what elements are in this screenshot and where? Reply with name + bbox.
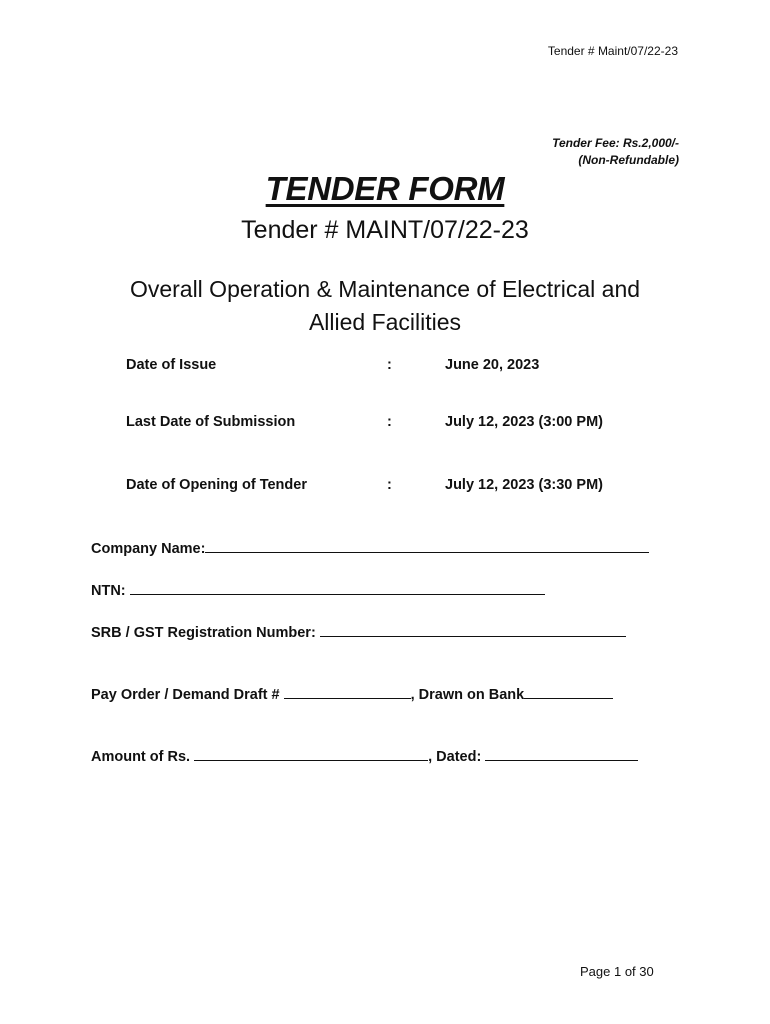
tender-subject (0, 273, 770, 339)
last-date-submission-label: Last Date of Submission (126, 414, 296, 430)
dated-blank[interactable] (485, 746, 638, 761)
date-of-opening-colon: : (387, 477, 392, 493)
tender-subject-line-1: Overall Operation & Maintenance of Electrical and (129, 276, 641, 302)
date-of-issue-colon: : (387, 357, 392, 373)
pay-order-blank[interactable] (284, 684, 411, 699)
last-date-submission-colon: : (387, 414, 392, 430)
drawn-on-bank-label: , Drawn on Bank (410, 687, 525, 703)
company-name-label: Company Name: (91, 541, 206, 557)
tender-fee-note: (Non-Refundable) (578, 153, 679, 167)
ntn-blank[interactable] (130, 580, 545, 595)
tender-number: Tender # MAINT/07/22-23 (241, 216, 529, 244)
srb-gst-field (91, 622, 626, 641)
pay-order-label: Pay Order / Demand Draft # (91, 687, 280, 703)
ntn-label: NTN: (91, 583, 126, 599)
srb-gst-label: SRB / GST Registration Number: (91, 625, 316, 641)
dated-label: , Dated: (428, 749, 482, 765)
pay-order-field (91, 684, 613, 703)
srb-gst-blank[interactable] (320, 622, 626, 637)
amount-blank[interactable] (194, 746, 428, 761)
tender-subject-line-2: Allied Facilities (308, 309, 462, 335)
ntn-field (91, 580, 545, 599)
tender-fee: Tender Fee: Rs.2,000/- (552, 136, 679, 150)
company-name-blank[interactable] (205, 538, 649, 553)
drawn-on-bank-blank[interactable] (524, 684, 613, 699)
company-name-field (91, 538, 649, 557)
date-of-issue-value: June 20, 2023 (445, 357, 540, 373)
header-tender-reference: Tender # Maint/07/22-23 (547, 44, 678, 58)
last-date-submission-value: July 12, 2023 (3:00 PM) (445, 414, 603, 430)
page-title: TENDER FORM (265, 170, 505, 207)
amount-label: Amount of Rs. (91, 749, 191, 765)
page-number: Page 1 of 30 (580, 964, 654, 979)
date-of-opening-label: Date of Opening of Tender (126, 477, 307, 493)
date-of-opening-value: July 12, 2023 (3:30 PM) (445, 477, 603, 493)
date-of-issue-label: Date of Issue (126, 357, 217, 373)
amount-field (91, 746, 638, 765)
